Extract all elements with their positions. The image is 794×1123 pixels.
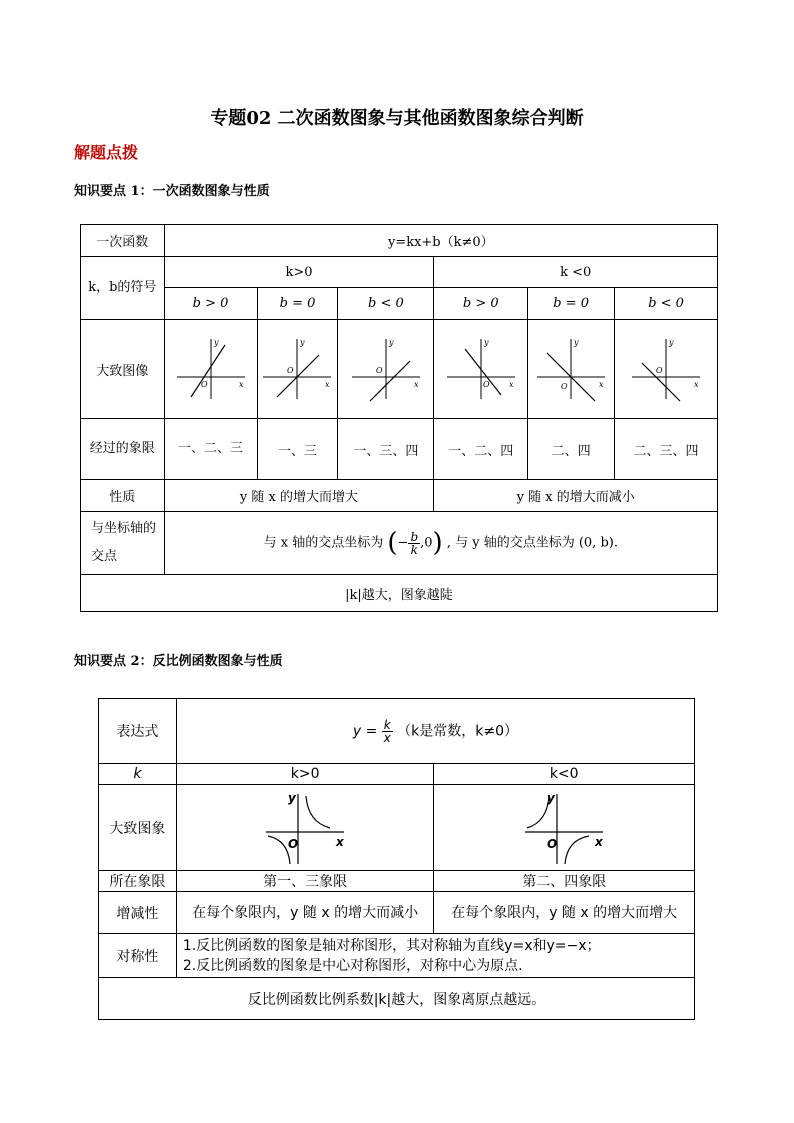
svg-text:O: O: [561, 382, 568, 391]
graph-kneg-bneg: [615, 320, 718, 419]
svg-text:y: y: [213, 338, 219, 347]
paren-close: ): [432, 528, 443, 558]
row-func-label: 一次函数: [81, 225, 165, 257]
mono-neg: 在每个象限内，y 随 x 的增大而增大: [434, 892, 695, 934]
sym-cell: [176, 934, 694, 978]
b-case-1: b > 0: [164, 288, 257, 320]
row-sym-label: 对称性: [99, 934, 177, 978]
svg-text:y: y: [669, 338, 674, 347]
row-mono-label: 增减性: [99, 892, 177, 934]
svg-text:x: x: [325, 380, 330, 389]
graph-kneg-bpos: [434, 320, 528, 419]
property-decreasing: y 随 x 的增大而减小: [434, 480, 718, 512]
quadrant-1: 一、二、三: [164, 419, 257, 480]
row-property-label: 性质: [81, 480, 165, 512]
row-k-label: k: [99, 764, 177, 785]
b-case-2: b = 0: [257, 288, 338, 320]
sym-line-2: 2.反比例函数的图象是中心对称图形，对称中心为原点.: [182, 957, 523, 974]
quad-neg: 第二、四象限: [434, 871, 695, 892]
row-graph-label-2: 大致图象: [99, 785, 177, 871]
b-case-6: b < 0: [615, 288, 718, 320]
svg-text:y: y: [574, 338, 579, 347]
hyperbola-kneg: [434, 785, 695, 871]
graph-kpos-bzero: [257, 320, 338, 419]
svg-text:y: y: [388, 338, 394, 347]
expr-num: k: [383, 717, 391, 732]
svg-text:x: x: [508, 380, 514, 389]
svg-text:O: O: [656, 366, 663, 375]
quadrant-4: 一、二、四: [434, 419, 528, 480]
svg-text:x: x: [238, 380, 244, 389]
paren-open: (: [387, 528, 398, 558]
quadrant-3: 一、三、四: [338, 419, 434, 480]
svg-text:y: y: [300, 338, 306, 347]
sym-line-1: 1.反比例函数的图象是轴对称图形，其对称轴为直线y=x和y=−x；: [182, 937, 601, 954]
svg-text:O: O: [547, 836, 558, 851]
row-quadrant-label-2: 所在象限: [99, 871, 177, 892]
svg-text:y: y: [547, 790, 556, 805]
k-pos: k>0: [176, 764, 434, 785]
svg-text:y: y: [288, 790, 296, 805]
svg-text:O: O: [287, 366, 295, 375]
func-expr: y=kx+b（k≠0）: [164, 225, 717, 257]
b-case-3: b < 0: [338, 288, 434, 320]
svg-text:x: x: [694, 380, 699, 389]
svg-text:y: y: [483, 338, 489, 347]
b-case-4: b > 0: [434, 288, 528, 320]
quadrant-2: 一、三: [257, 419, 338, 480]
intersect-mid: , 与 y 轴的交点坐标为: [446, 535, 575, 551]
b-case-5: b = 0: [528, 288, 615, 320]
svg-text:O: O: [482, 380, 490, 389]
svg-text:x: x: [413, 380, 419, 389]
expr-cell: y = $\frac{k}{x}$ （k是常数，k≠0）: [176, 699, 694, 764]
k-pos-header: k>0: [164, 257, 434, 288]
page-title: 专题02 二次函数图象与其他函数图象综合判断: [210, 108, 584, 129]
frac-den: k: [410, 542, 418, 557]
steep-note: |k|越大，图象越陡: [81, 575, 718, 612]
intersect-frac: [408, 531, 420, 556]
quadrant-5: 二、四: [528, 419, 615, 480]
row-graph-label: 大致图像: [81, 320, 165, 419]
quad-pos: 第一、三象限: [176, 871, 434, 892]
kp1-heading: 知识要点 1：一次函数图象与性质: [74, 184, 270, 199]
inverse-function-table: [98, 698, 695, 1020]
expr-den: x: [383, 730, 391, 745]
frac-num: b: [410, 529, 419, 544]
footer-note: 反比例函数比例系数|k|越大，图象离原点越远。: [99, 978, 695, 1020]
intersect-pre: 与 x 轴的交点坐标为: [263, 535, 384, 551]
row-sign-label: k，b的符号: [81, 257, 165, 320]
k-neg-header: k <0: [434, 257, 718, 288]
hyperbola-kpos: [176, 785, 434, 871]
mono-pos: 在每个象限内，y 随 x 的增大而减小: [176, 892, 434, 934]
expr-frac: [382, 719, 393, 744]
quadrant-6: 二、三、四: [615, 419, 718, 480]
svg-text:x: x: [599, 380, 604, 389]
graph-kpos-bpos: [164, 320, 257, 419]
section-heading: 解题点拨: [74, 143, 139, 162]
expr-note: （k是常数，k≠0）: [397, 723, 519, 739]
svg-text:O: O: [200, 380, 208, 389]
row-quadrant-label: 经过的象限: [81, 419, 165, 480]
k-neg: k<0: [434, 764, 695, 785]
graph-kpos-bneg: [338, 320, 434, 419]
intersect-text: 与 x 轴的交点坐标为 (− $\frac{b}{k}$ ,0) , 与 y 轴的交点坐标为 (0, b).: [164, 512, 717, 575]
row-intersect-label: 与坐标轴的交点: [81, 512, 165, 575]
kp2-heading: 知识要点 2：反比例函数图象与性质: [74, 654, 283, 669]
svg-text:x: x: [336, 834, 344, 849]
linear-function-table: [80, 224, 718, 612]
expr-y: y: [352, 723, 362, 739]
svg-text:O: O: [375, 366, 383, 375]
graph-kneg-bzero: [528, 320, 615, 419]
row-expr-label: 表达式: [99, 699, 177, 764]
svg-text:x: x: [595, 834, 603, 849]
property-increasing: y 随 x 的增大而增大: [164, 480, 434, 512]
intersect-y-point: (0, b).: [578, 535, 618, 551]
svg-text:O: O: [288, 836, 299, 851]
